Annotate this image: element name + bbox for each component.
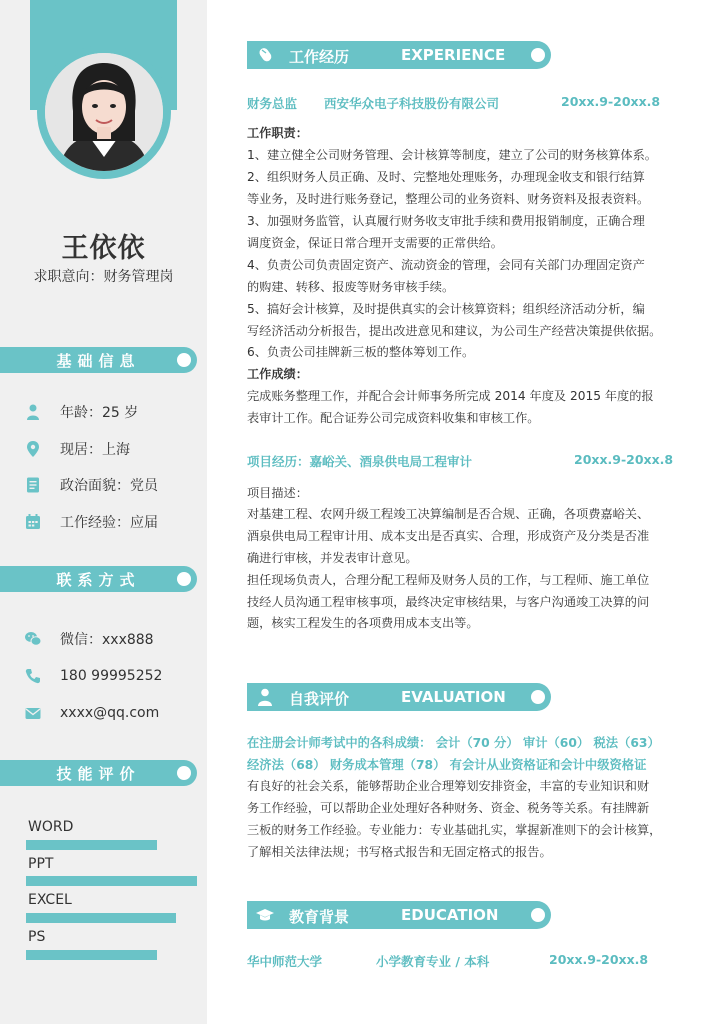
evaluation-line: 务工作经验，可以帮助企业处理好各种财务、资金、税务等关系。有挂牌新 <box>247 801 650 815</box>
education-header <box>247 901 551 929</box>
education-date: 20xx.9-20xx.8 <box>549 952 649 967</box>
contact-title: 联系方式 <box>56 571 141 589</box>
project-date: 20xx.9-20xx.8 <box>574 452 674 467</box>
contact-email <box>24 702 159 724</box>
phone-text: 180 99995252 <box>60 668 163 684</box>
project-line: 对基建工程、农网升级工程竣工决算编制是否合规、正确，各项费嘉峪关、 <box>247 507 650 521</box>
exam-scores-line: 经济法（68） 财务成本管理（78） 有会计从业资格证和会计中级资格证 <box>247 758 647 772</box>
work-experience-text: 工作经验：应届 <box>60 515 158 531</box>
duty-line: 4、负责公司负责固定资产、流动资金的管理，会同有关部门办理固定资产 <box>247 258 645 272</box>
project-desc-label: 项目描述： <box>247 486 308 500</box>
evaluation-line: 了解相关法律法规；书写格式报告和无固定格式的报告。 <box>247 845 552 859</box>
person-icon <box>255 687 275 707</box>
skill-label: PS <box>28 929 46 945</box>
education-title-cn: 教育背景 <box>289 908 350 926</box>
experience-title-cn: 工作经历 <box>289 48 350 66</box>
header-dot <box>531 908 545 922</box>
results-label: 工作成绩： <box>247 367 308 381</box>
wechat-icon <box>24 630 42 648</box>
header-dot <box>177 766 191 780</box>
project-line: 题，核实工程发生的各项费用成本支出等。 <box>247 616 479 630</box>
header-dot <box>177 572 191 586</box>
skill-bar <box>26 913 176 923</box>
evaluation-line: 三板的财务工作经验。专业能力：专业基础扎实，掌握新准则下的会计核算， <box>247 823 662 837</box>
residence-text: 现居：上海 <box>60 442 130 458</box>
project-line: 担任现场负责人，合理分配工程师及财务人员的工作，与工程师、施工单位 <box>247 573 650 587</box>
job-company: 西安华众电子科技股份有限公司 <box>324 96 500 111</box>
contact-header <box>0 566 197 592</box>
info-political <box>24 474 158 496</box>
wechat-text: 微信：xxx888 <box>60 632 154 648</box>
experience-title-en: EXPERIENCE <box>401 46 506 64</box>
duty-line: 1、建立健全公司财务管理、会计核算等制度，建立了公司的财务核算体系。 <box>247 148 657 162</box>
job-intent: 求职意向：财务管理岗 <box>33 269 174 285</box>
profile-photo <box>45 53 163 171</box>
job-date: 20xx.9-20xx.8 <box>561 94 661 109</box>
duty-line: 等业务，及时进行账务登记，整理公司的业务资料、财务资料及报表资料。 <box>247 192 650 206</box>
duty-line: 2、组织财务人员正确、及时、完整地处理账务，办理现金收支和银行结算 <box>247 170 645 184</box>
result-line: 表审计工作。配合证券公司完成资料收集和审核工作。 <box>247 411 540 425</box>
location-pin-icon <box>24 440 42 458</box>
header-dot <box>177 353 191 367</box>
graduation-cap-icon <box>255 905 275 925</box>
education-title-en: EDUCATION <box>401 906 499 924</box>
education-school: 华中师范大学 <box>247 954 323 969</box>
basic-info-title: 基础信息 <box>56 352 141 370</box>
person-icon <box>24 403 42 421</box>
duty-line: 的购建、转移、报废等财务审核手续。 <box>247 280 455 294</box>
candidate-name: 王依依 <box>61 233 146 264</box>
project-title: 项目经历：嘉峪关、酒泉供电局工程审计 <box>247 454 473 469</box>
project-line: 确进行审核，并发表审计意见。 <box>247 551 418 565</box>
age-text: 年龄：25 岁 <box>60 405 139 421</box>
mouse-icon <box>255 45 275 65</box>
info-residence <box>24 438 130 460</box>
duty-line: 6、负责公司挂牌新三板的整体筹划工作。 <box>247 345 475 359</box>
skill-label: EXCEL <box>28 892 72 908</box>
skill-bar <box>26 876 197 886</box>
skills-header <box>0 760 197 786</box>
document-icon <box>24 476 42 494</box>
skill-bar <box>26 840 157 850</box>
political-text: 政治面貌：党员 <box>60 478 158 494</box>
skill-bar <box>26 950 157 960</box>
info-age <box>24 401 138 423</box>
header-dot <box>531 690 545 704</box>
evaluation-header <box>247 683 551 711</box>
evaluation-title-en: EVALUATION <box>401 688 506 706</box>
duty-line: 写经济活动分析报告，提出改进意见和建议，为公司生产经营决策提供依据。 <box>247 324 662 338</box>
header-dot <box>531 48 545 62</box>
duty-line: 5、搞好会计核算，及时提供真实的会计核算资料；组织经济活动分析，编 <box>247 302 645 316</box>
education-major: 小学教育专业 / 本科 <box>376 954 490 969</box>
evaluation-title-cn: 自我评价 <box>289 690 350 708</box>
skills-title: 技能评价 <box>56 765 141 783</box>
job-position: 财务总监 <box>247 96 298 111</box>
skill-label: WORD <box>28 819 74 835</box>
evaluation-line: 有良好的社会关系，能够帮助企业合理筹划安排资金，丰富的专业知识和财 <box>247 779 650 793</box>
info-experience <box>24 511 158 533</box>
job-row <box>247 94 297 112</box>
calendar-icon <box>24 513 42 531</box>
basic-info-header <box>0 347 197 373</box>
skill-label: PPT <box>28 856 54 872</box>
exam-scores-line: 在注册会计师考试中的各科成绩： 会计（70 分） 审计（60） 税法（63） <box>247 736 660 750</box>
phone-icon <box>24 667 42 685</box>
contact-wechat <box>24 628 154 650</box>
email-icon <box>24 704 42 722</box>
project-line: 技经人员沟通工程审核事项，最终决定审核结果，与客户沟通竣工决算的问 <box>247 595 650 609</box>
project-line: 酒泉供电局工程审计用、成本支出是否真实、合理，形成资产及分类是否准 <box>247 529 650 543</box>
experience-header <box>247 41 551 69</box>
duty-line: 3、加强财务监管，认真履行财务收支审批手续和费用报销制度，正确合理 <box>247 214 645 228</box>
duty-line: 调度资金，保证日常合理开支需要的正常供给。 <box>247 236 503 250</box>
email-text: xxxx@qq.com <box>60 705 160 721</box>
duties-label: 工作职责： <box>247 126 308 140</box>
result-line: 完成账务整理工作，并配合会计师事务所完成 2014 年度及 2015 年度的报 <box>247 389 654 403</box>
contact-phone <box>24 665 162 687</box>
